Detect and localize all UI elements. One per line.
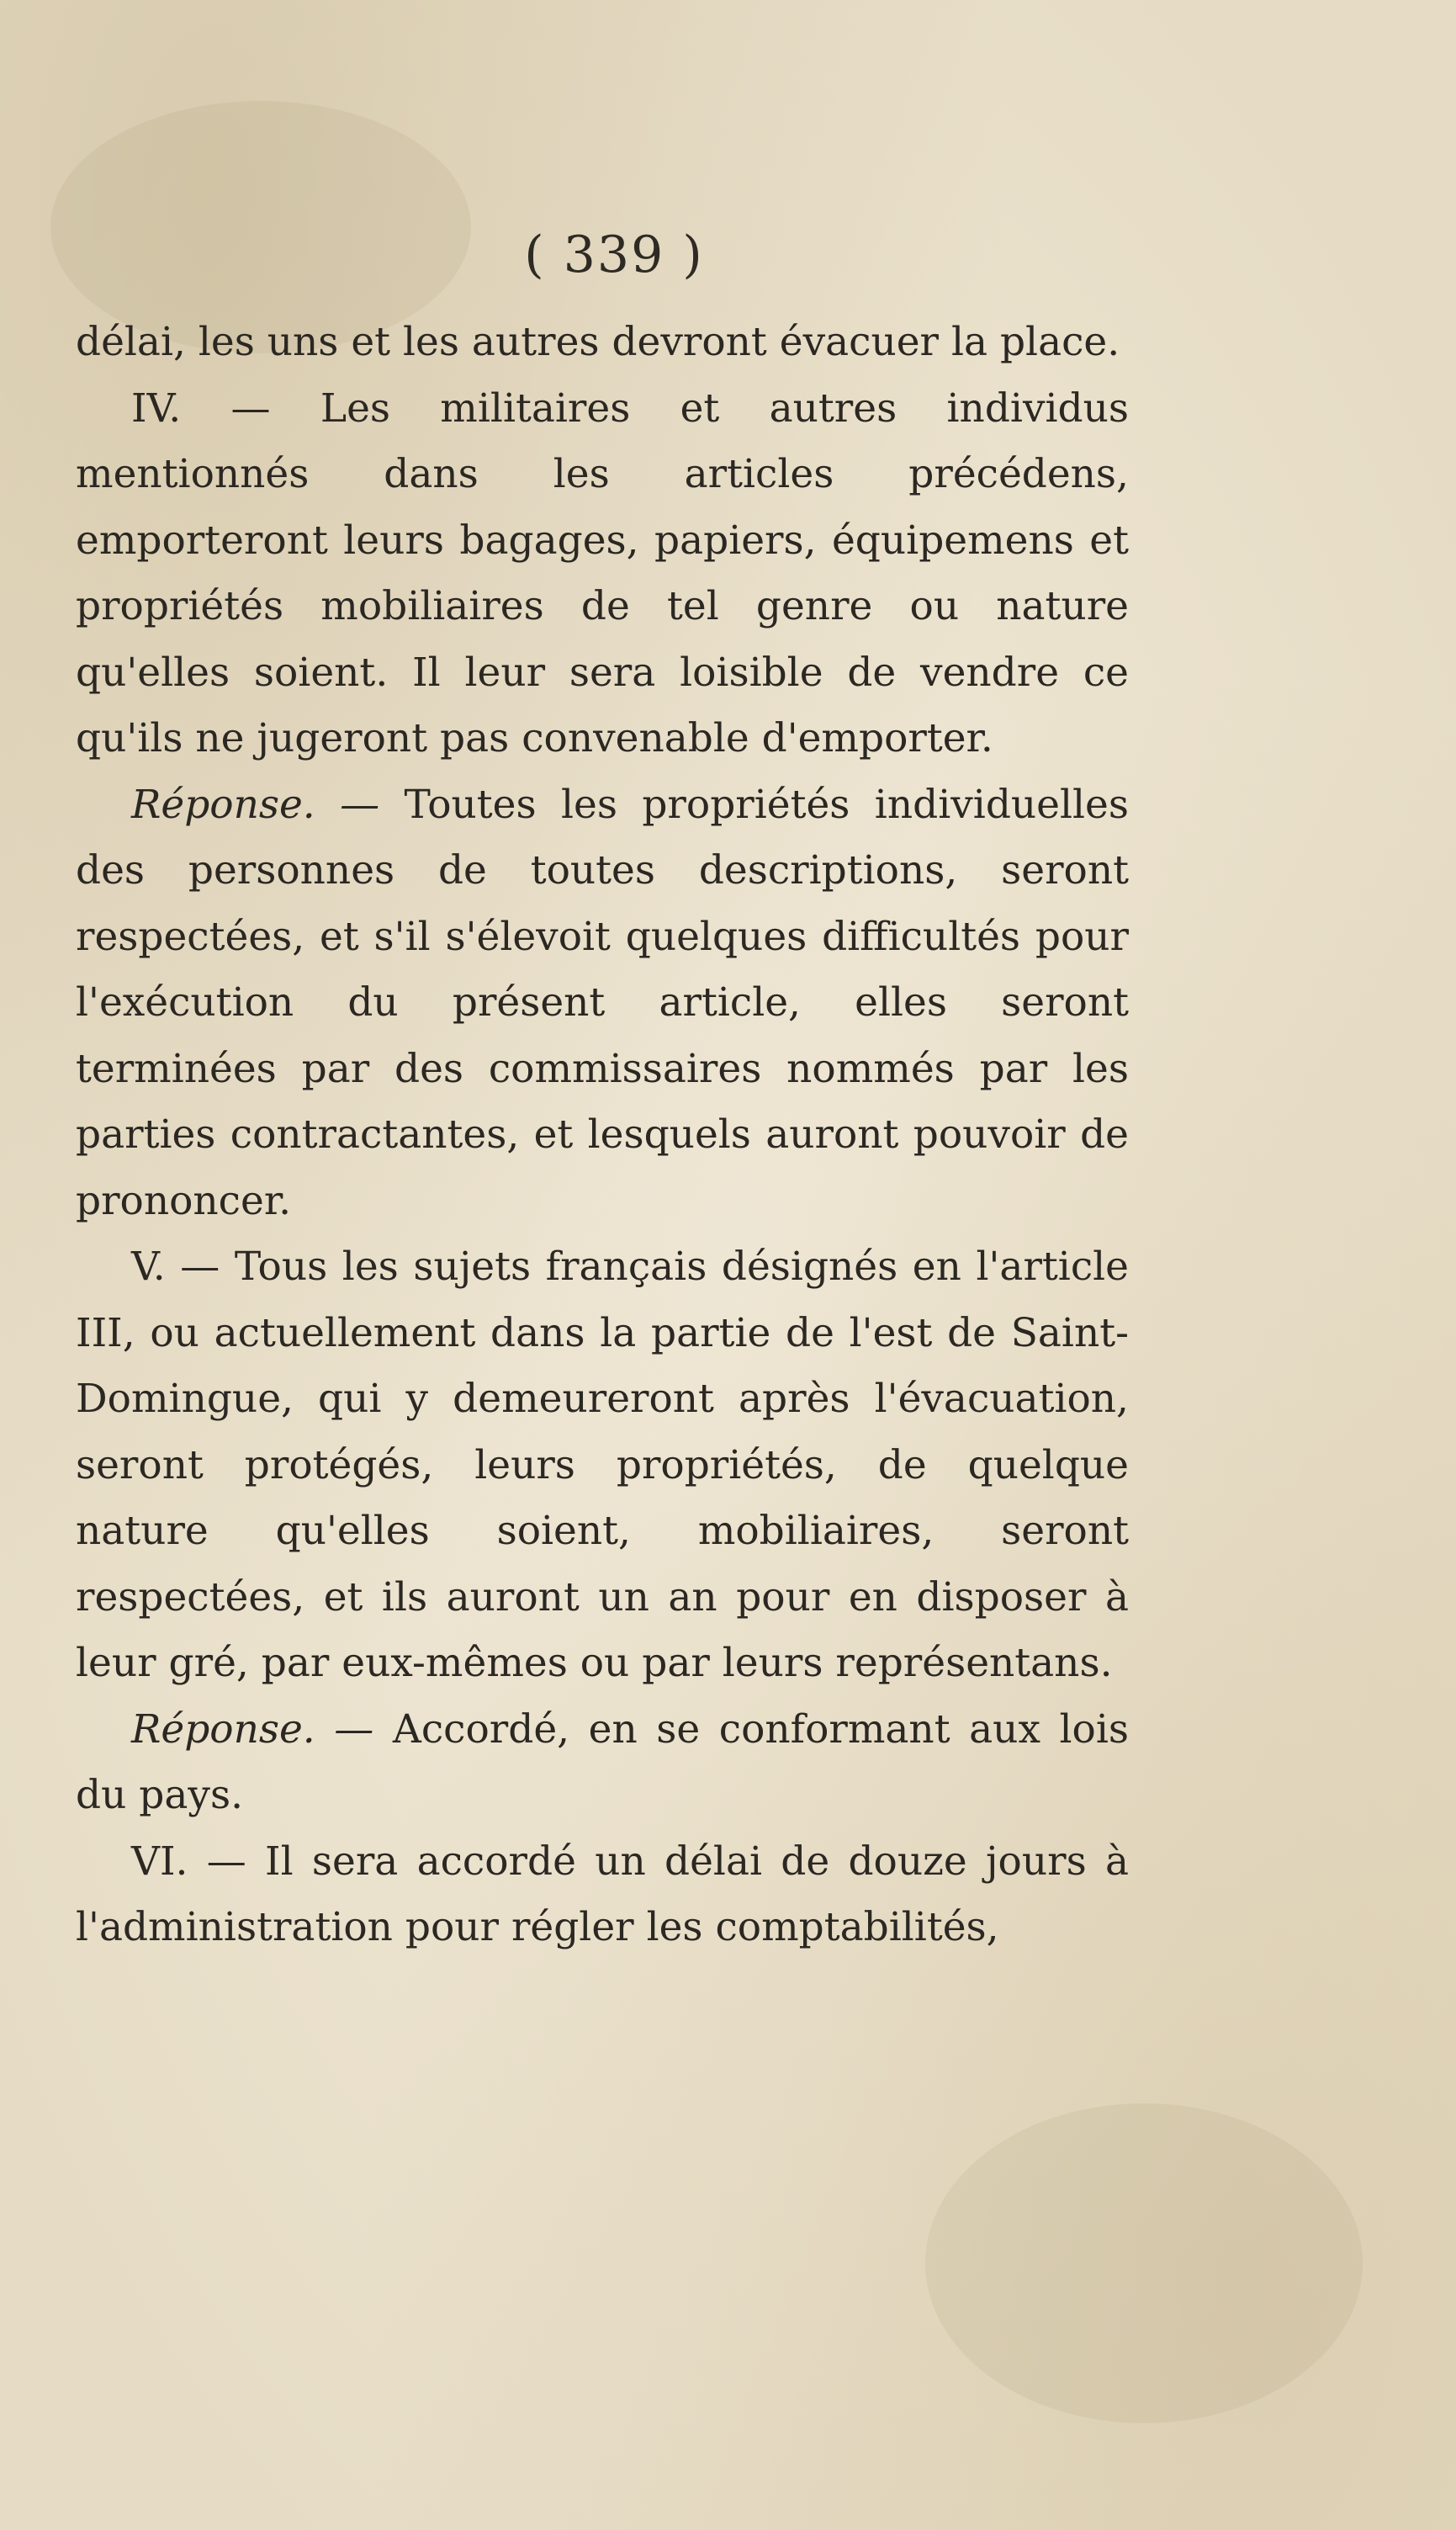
article-iv <box>76 376 1129 772</box>
paragraph-text: Toutes les propriétés individuelles des personnes de toutes descriptions, seront respectées, et s'il s'élevoit quelques difficultés pour l'exécution du présent article, elles seront terminées par des commissaires nommés par les parties contractantes, et lesquels auront pouvoir de prononcer. <box>76 781 1129 1224</box>
paragraph-text: délai, les uns et les autres devront évacuer la place. <box>76 319 1120 365</box>
article-vi <box>76 1829 1129 1961</box>
article-number: V. — <box>131 1244 220 1290</box>
page-number: ( 339 ) <box>524 225 704 284</box>
article-v <box>76 1234 1129 1697</box>
response-iv <box>76 772 1129 1235</box>
response-label: Réponse. — <box>131 1705 374 1753</box>
paragraph-continuation <box>76 310 1129 376</box>
paragraph-text: Il sera accordé un délai de douze jours à l'administration pour régler les comptabilités, <box>76 1838 1129 1950</box>
paragraph-text: Les militaires et autres individus mentionnés dans les articles précédens, emporteront leurs bagages, papiers, équipemens et propriétés mobiliaires de tel genre ou nature qu'elles soient. Il leur sera loisible de vendre ce qu'ils ne jugeront pas convenable d'emporter. <box>76 385 1129 761</box>
response-v <box>76 1697 1129 1829</box>
paper-stain <box>925 2103 1363 2423</box>
article-number: VI. — <box>131 1838 246 1885</box>
response-label: Réponse. — <box>131 781 380 828</box>
paragraph-text: Tous les sujets français désignés en l'article III, ou actuellement dans la partie de l'est de Saint-Domingue, qui y demeureront après l'évacuation, seront protégés, leurs propriétés, de quelque nature qu'elles soient, mobiliaires, seront respectées, et ils auront un an pour en disposer à leur gré, par eux-mêmes ou par leurs représentans. <box>76 1244 1129 1686</box>
article-number: IV. — <box>131 385 271 432</box>
paragraph-text: Accordé, en se conformant aux lois du pays. <box>76 1705 1129 1818</box>
body-text <box>76 310 1129 1961</box>
